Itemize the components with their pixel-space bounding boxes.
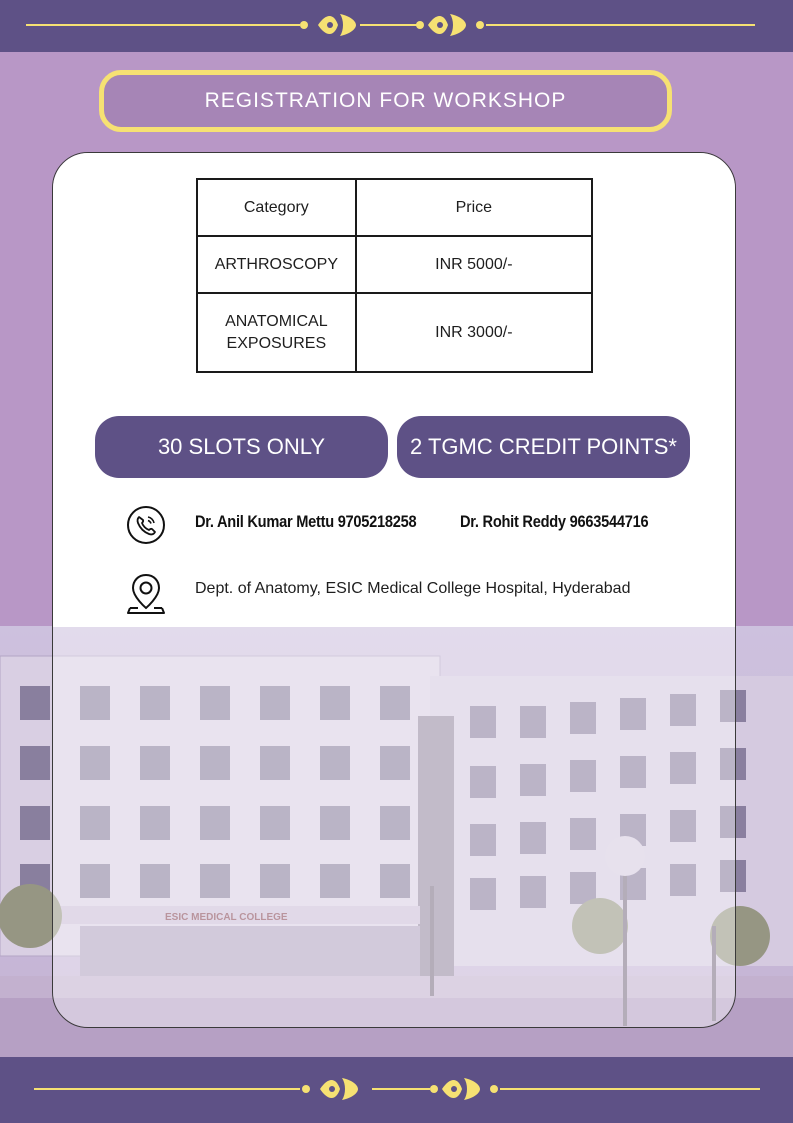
header-category: Category [197, 179, 356, 236]
building-sign: ESIC MEDICAL COLLEGE [165, 912, 288, 923]
contact-rohit-reddy: Dr. Rohit Reddy 9663544716 [460, 512, 649, 531]
title-banner [99, 70, 672, 132]
table-row [197, 293, 592, 372]
price-table [196, 178, 593, 373]
slots-label: 30 SLOTS ONLY [157, 434, 326, 459]
contact-anil-kumar: Dr. Anil Kumar Mettu 9705218258 [195, 512, 417, 531]
phone-icon [126, 505, 166, 545]
table-row [197, 236, 592, 293]
top-ornament-divider [0, 10, 793, 40]
price-cell: INR 5000/- [356, 236, 592, 293]
card-photo-overlay [53, 627, 735, 1028]
category-line: ANATOMICAL [225, 312, 328, 330]
location-pin-icon [126, 572, 166, 616]
page-title: REGISTRATION FOR WORKSHOP [204, 89, 567, 112]
slots-badge [95, 416, 388, 478]
venue-address: Dept. of Anatomy, ESIC Medical College Hospital, Hyderabad [195, 580, 631, 597]
credits-badge [397, 416, 690, 478]
category-cell [197, 293, 356, 372]
header-price: Price [356, 179, 592, 236]
credits-label: 2 TGMC CREDIT POINTS* [410, 434, 677, 459]
bottom-ornament-divider [0, 1074, 793, 1104]
price-cell: INR 3000/- [356, 293, 592, 372]
table-header-row [197, 179, 592, 236]
category-line: EXPOSURES [226, 334, 327, 352]
category-cell: ARTHROSCOPY [197, 236, 356, 293]
